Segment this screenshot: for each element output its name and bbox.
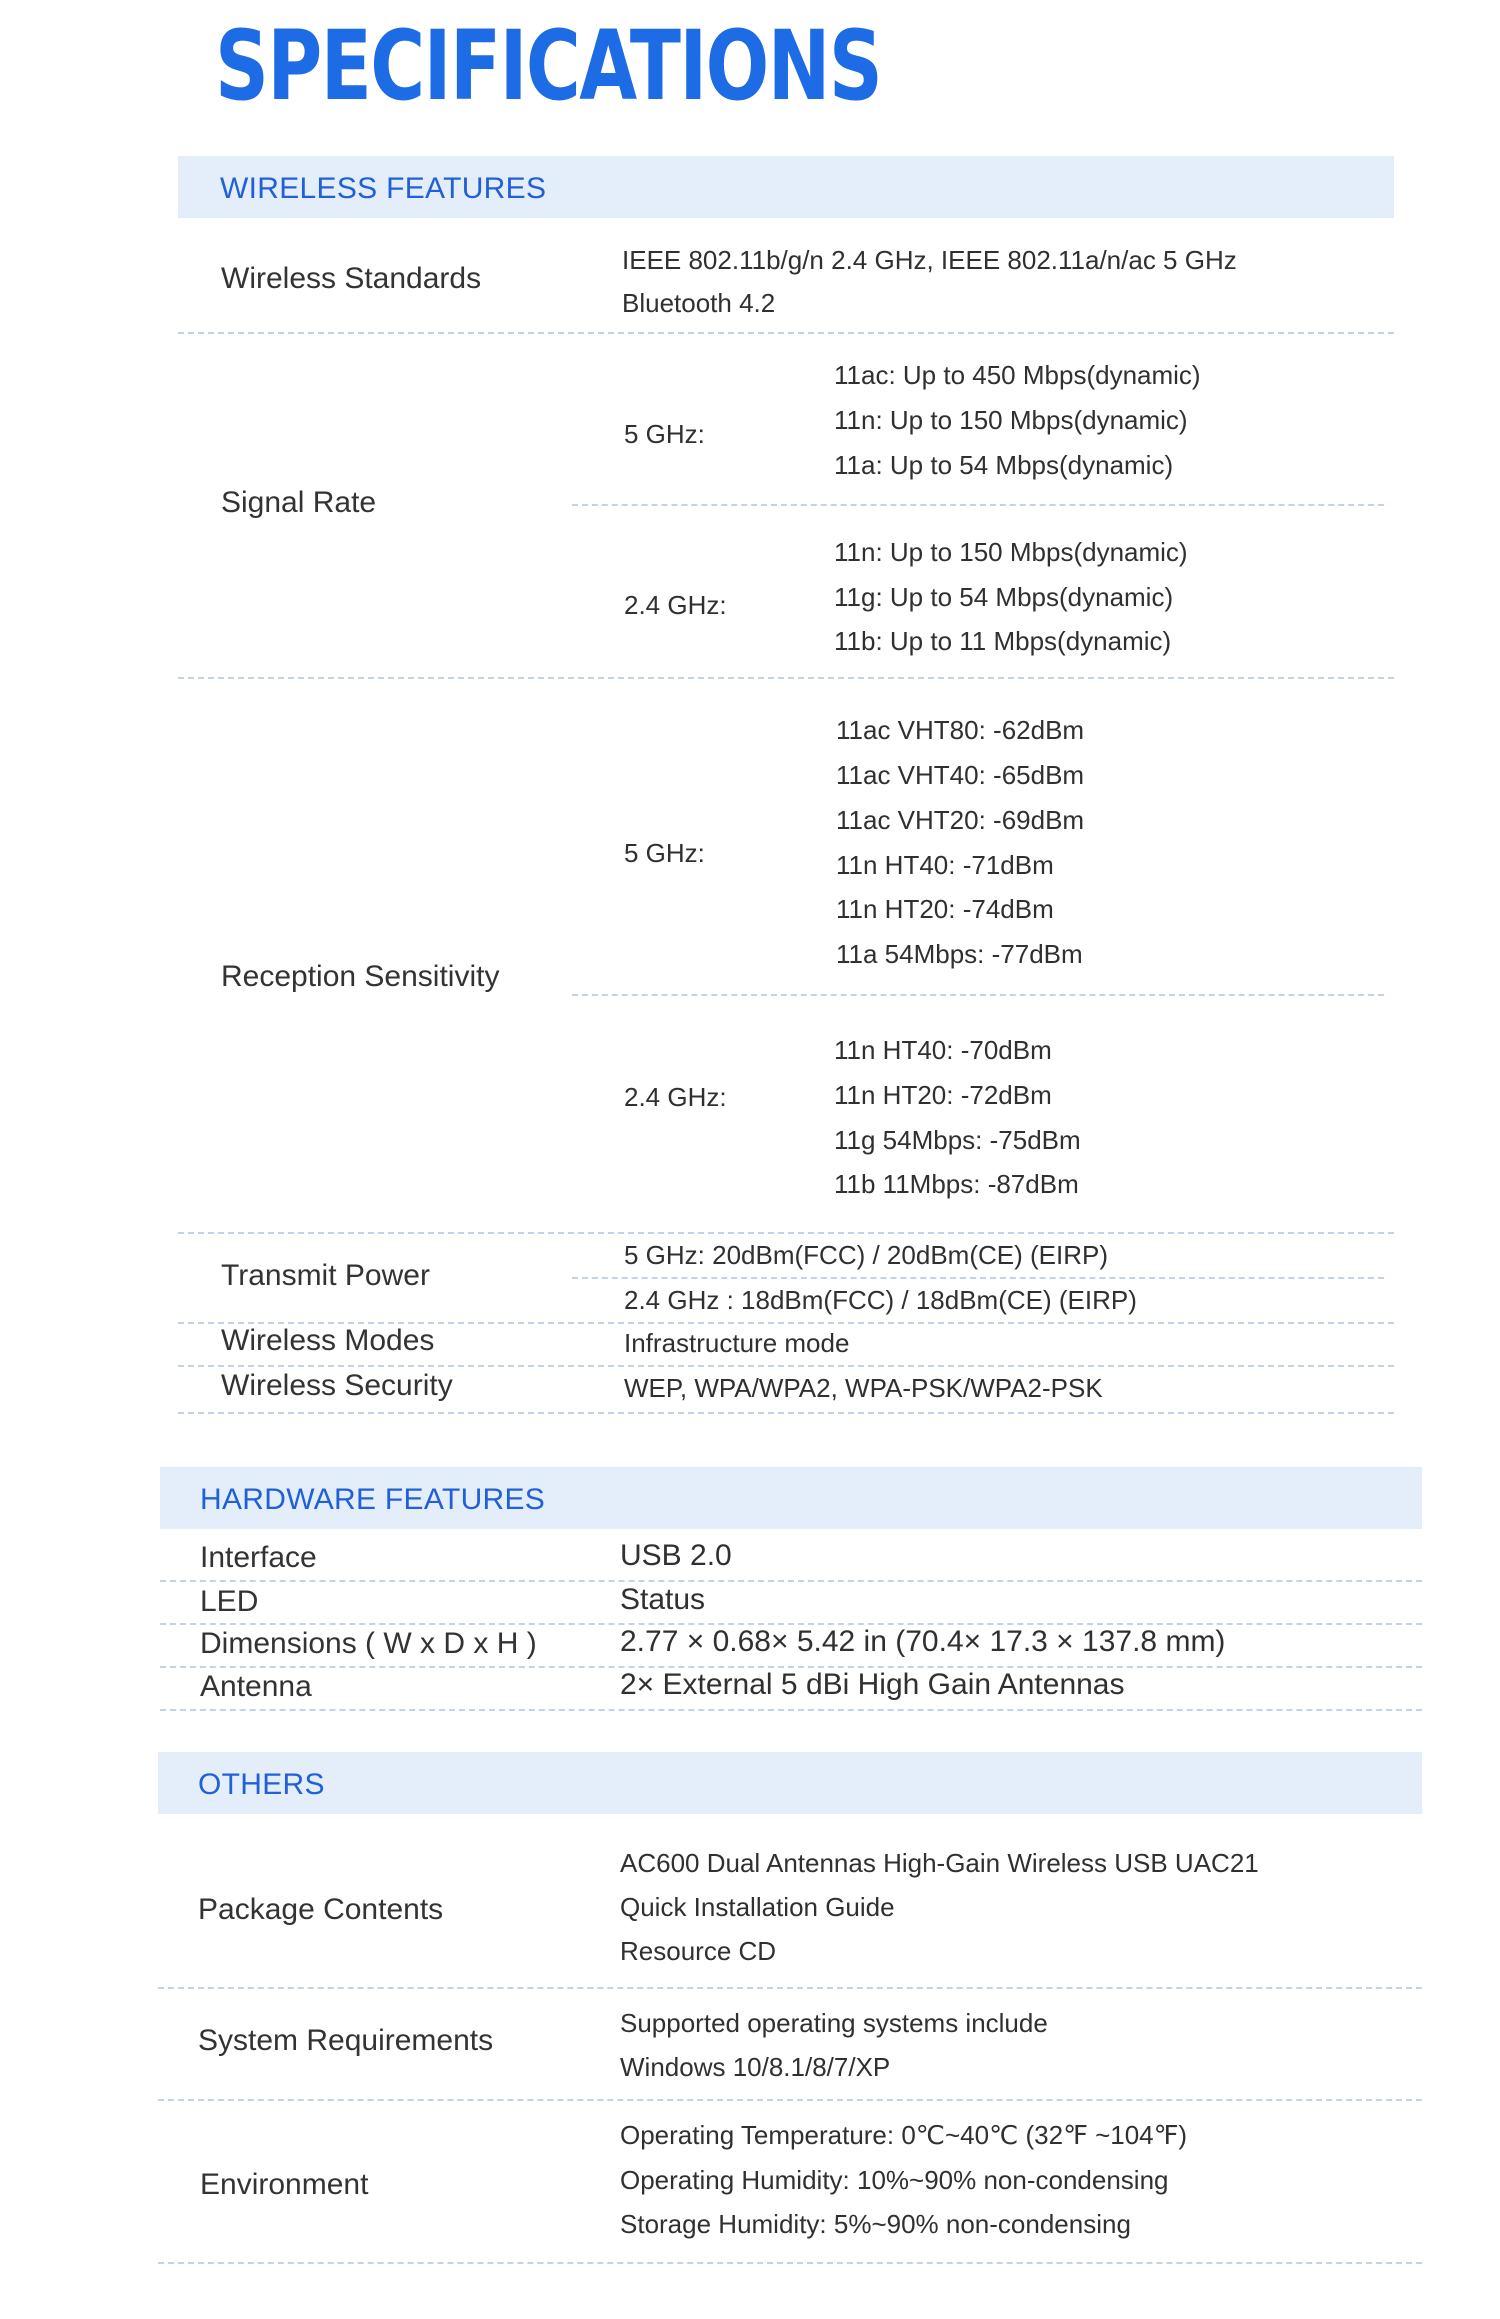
signal-rate-24ghz-line: 11b: Up to 11 Mbps(dynamic): [834, 626, 1172, 656]
dimensions-value: 2.77 × 0.68× 5.42 in (70.4× 17.3 × 137.8 mm): [620, 1625, 1226, 1658]
reception-5ghz-line: 11ac VHT80: -62dBm: [836, 715, 1085, 745]
package-contents-label: Package Contents: [198, 1893, 444, 1926]
system-requirements-label: System Requirements: [198, 2024, 494, 2057]
signal-rate-band-5ghz: 5 GHz:: [624, 419, 705, 449]
others-header: [158, 1752, 1422, 1814]
reception-sensitivity-label: Reception Sensitivity: [221, 960, 500, 993]
environment-label: Environment: [200, 2168, 369, 2201]
divider: [158, 1987, 1422, 1989]
package-contents-line: Resource CD: [620, 1936, 777, 1966]
reception-24ghz-line: 11b 11Mbps: -87dBm: [834, 1169, 1079, 1199]
reception-band-24ghz: 2.4 GHz:: [624, 1082, 727, 1112]
reception-5ghz-line: 11ac VHT20: -69dBm: [836, 805, 1085, 835]
divider: [160, 1709, 1422, 1711]
wireless-security-value: WEP, WPA/WPA2, WPA-PSK/WPA2-PSK: [624, 1373, 1103, 1403]
interface-label: Interface: [200, 1541, 317, 1574]
divider: [158, 2262, 1422, 2264]
divider: [178, 332, 1394, 334]
reception-24ghz-line: 11n HT40: -70dBm: [834, 1035, 1052, 1065]
reception-24ghz-line: 11n HT20: -72dBm: [834, 1080, 1052, 1110]
environment-line: Operating Humidity: 10%~90% non-condensing: [620, 2165, 1169, 2195]
wireless-standards-value-1: IEEE 802.11b/g/n 2.4 GHz, IEEE 802.11a/n/ac 5 GHz: [622, 245, 1237, 275]
signal-rate-24ghz-line: 11n: Up to 150 Mbps(dynamic): [834, 537, 1188, 567]
divider: [572, 504, 1384, 506]
environment-line: Storage Humidity: 5%~90% non-condensing: [620, 2209, 1131, 2239]
antenna-value: 2× External 5 dBi High Gain Antennas: [620, 1668, 1125, 1701]
wireless-features-header: [178, 156, 1394, 218]
antenna-label: Antenna: [200, 1670, 312, 1703]
dimensions-label: Dimensions ( W x D x H ): [200, 1627, 537, 1660]
divider: [178, 1412, 1394, 1414]
divider: [178, 1365, 1394, 1367]
interface-value: USB 2.0: [620, 1539, 732, 1572]
divider: [572, 1277, 1384, 1279]
reception-band-5ghz: 5 GHz:: [624, 838, 705, 868]
reception-5ghz-line: 11ac VHT40: -65dBm: [836, 760, 1085, 790]
signal-rate-5ghz-line: 11n: Up to 150 Mbps(dynamic): [834, 405, 1188, 435]
divider: [572, 994, 1384, 996]
transmit-power-line: 2.4 GHz : 18dBm(FCC) / 18dBm(CE) (EIRP): [624, 1285, 1137, 1315]
signal-rate-5ghz-line: 11ac: Up to 450 Mbps(dynamic): [834, 360, 1201, 390]
led-value: Status: [620, 1583, 706, 1616]
wireless-security-label: Wireless Security: [221, 1369, 453, 1402]
divider: [158, 2099, 1422, 2101]
wireless-standards-label: Wireless Standards: [221, 262, 482, 295]
package-contents-line: AC600 Dual Antennas High-Gain Wireless USB UAC21: [620, 1848, 1259, 1878]
environment-line: Operating Temperature: 0℃~40℃ (32℉ ~104℉): [620, 2120, 1188, 2150]
wireless-features-title: WIRELESS FEATURES: [220, 172, 547, 205]
signal-rate-24ghz-line: 11g: Up to 54 Mbps(dynamic): [834, 582, 1174, 612]
reception-5ghz-line: 11n HT20: -74dBm: [836, 894, 1054, 924]
hardware-features-header: [160, 1467, 1422, 1529]
led-label: LED: [200, 1585, 259, 1618]
reception-5ghz-line: 11n HT40: -71dBm: [836, 850, 1054, 880]
divider: [160, 1580, 1422, 1582]
wireless-modes-value: Infrastructure mode: [624, 1328, 850, 1358]
package-contents-line: Quick Installation Guide: [620, 1892, 895, 1922]
divider: [178, 1232, 1394, 1234]
wireless-modes-label: Wireless Modes: [221, 1324, 435, 1357]
transmit-power-label: Transmit Power: [221, 1259, 430, 1292]
divider: [178, 677, 1394, 679]
system-requirements-line: Windows 10/8.1/8/7/XP: [620, 2052, 891, 2082]
reception-24ghz-line: 11g 54Mbps: -75dBm: [834, 1125, 1081, 1155]
others-title: OTHERS: [198, 1768, 325, 1801]
signal-rate-label: Signal Rate: [221, 486, 377, 519]
reception-5ghz-line: 11a 54Mbps: -77dBm: [836, 939, 1083, 969]
page-title: SPECIFICATIONS: [215, 10, 882, 122]
wireless-standards-value-2: Bluetooth 4.2: [622, 288, 776, 318]
signal-rate-5ghz-line: 11a: Up to 54 Mbps(dynamic): [834, 450, 1174, 480]
signal-rate-band-24ghz: 2.4 GHz:: [624, 590, 727, 620]
system-requirements-line: Supported operating systems include: [620, 2008, 1048, 2038]
hardware-features-title: HARDWARE FEATURES: [200, 1483, 546, 1516]
transmit-power-line: 5 GHz: 20dBm(FCC) / 20dBm(CE) (EIRP): [624, 1240, 1108, 1270]
